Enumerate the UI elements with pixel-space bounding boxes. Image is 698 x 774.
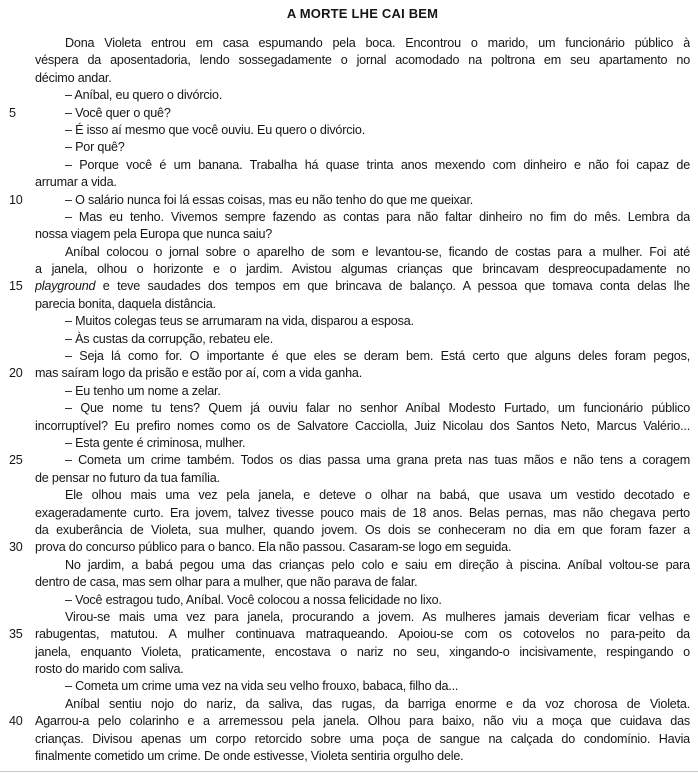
line-text: No jardim, a babá pegou uma das crianças pelo colo e saiu em direção à piscina. Aníbal voltou-se para [65,557,690,572]
line-text: mas saíram logo da prisão e estão por aí, com a vida ganha. [35,366,363,381]
line-text: playground e teve saudades dos tempos em que brincava de balanço. A pessoa que tomava conta delas lhe [35,279,690,294]
text-line [0,696,698,713]
line-text: – Eu tenho um nome a zelar. [65,383,221,398]
line-text: – Cometa um crime também. Todos os dias passa uma grana preta nas tuas mãos e não tens a coragem [65,453,690,468]
text-line [0,139,698,156]
text-line [0,644,698,661]
line-text: – Mas eu tenho. Vivemos sempre fazendo as contas para não faltar dinheiro no fim do mês. Lembra da [65,209,690,224]
line-number [0,400,35,417]
line-text: – Que nome tu tens? Quem já ouviu falar no senhor Aníbal Modesto Furtado, um funcionário público [65,401,690,416]
line-number: 40 [9,714,23,729]
text-body [0,35,698,765]
line-number [0,487,35,504]
line-text: Virou-se mais uma vez para janela, procurando a jovem. As mulheres jamais deveriam ficar velhas e [65,609,690,624]
text-line [0,678,698,695]
line-text: – Por quê? [65,140,125,155]
line-number: 10 [9,192,23,207]
text-line [0,331,698,348]
line-text: janela, enquanto Violeta, praticamente, encostava o nariz no seu, xingando-o incisivamente, respingando o [35,644,690,659]
line-text: parecia bonita, daquela distância. [35,296,216,311]
text-line [0,52,698,69]
line-number [0,522,35,539]
line-text: Aníbal colocou o jornal sobre o aparelho de som e levantou-se, ficando de costas para a mulher. Foi até [65,244,690,259]
line-number [0,609,35,626]
text-line [0,557,698,574]
text-line [0,192,698,209]
line-number [0,331,35,348]
text-line [0,748,698,765]
line-number [0,418,35,435]
line-number [0,261,35,278]
line-number [0,296,35,313]
text-line [0,383,698,400]
line-number [0,470,35,487]
text-line [0,226,698,243]
text-line [0,400,698,417]
line-text: a janela, olhou o horizonte e o jardim. Avistou algumas crianças que brincavam despreocupadamente no [35,262,690,277]
text-line [0,435,698,452]
line-text: dentro de casa, mas sem olhar para a mulher, que não parava de falar. [35,575,418,590]
page-title: A MORTE LHE CAI BEM [286,6,439,21]
line-text: – É isso aí mesmo que você ouviu. Eu quero o divórcio. [65,122,366,137]
line-text: nossa viagem pela Europa que nunca saiu? [35,227,273,242]
text-line [0,609,698,626]
line-number [0,226,35,243]
line-text: – Porque você é um banana. Trabalha há quase trinta anos mexendo com dinheiro e não foi capaz de [65,157,690,172]
line-number [0,244,35,261]
line-text: da exuberância de Violeta, sua mulher, quando jovem. Os dois se conheceram no dia em que foram fazer a [35,522,690,537]
line-text: – Cometa um crime uma vez na vida seu velho frouxo, babaca, filho da... [65,679,459,694]
bottom-divider [0,771,698,772]
line-number [0,661,35,678]
line-number [0,505,35,522]
line-text: Dona Violeta entrou em casa espumando pela boca. Encontrou o marido, um funcionário público à [65,36,690,50]
text-line [0,539,698,556]
line-number: 20 [9,366,23,381]
line-number [0,678,35,695]
text-line [0,70,698,87]
text-line [0,452,698,469]
line-text: incorruptível? Eu prefiro nomes como os de Salvatore Cacciolla, Juiz Nicolau dos Santos Neto, Marcus Valério... [35,418,690,433]
text-line [0,105,698,122]
line-number [0,139,35,156]
text-line [0,713,698,730]
line-number [0,731,35,748]
line-number [0,435,35,452]
line-text: – Às custas da corrupção, rebateu ele. [65,331,274,346]
line-number: 5 [9,105,16,120]
text-line [0,87,698,104]
text-line [0,244,698,261]
line-number [0,35,35,52]
line-text: – Você quer o quê? [65,105,171,120]
line-text: – Aníbal, eu quero o divórcio. [65,88,223,103]
line-number [0,748,35,765]
line-number [0,557,35,574]
line-text: crianças. Divisou apenas um corpo retorcido sobre uma poça de sangue na calçada do condomínio. Havia [35,731,690,746]
line-number [0,174,35,191]
line-text: – O salário nunca foi lá essas coisas, mas eu não tenho do que me queixar. [65,192,474,207]
text-line [0,278,698,295]
line-text: – Você estragou tudo, Aníbal. Você colocou a nossa felicidade no lixo. [65,592,442,607]
line-number [0,348,35,365]
line-text: – Seja lá como for. O importante é que eles se deram bem. Está certo que alguns deles foram pegos, [65,349,690,364]
text-line [0,261,698,278]
line-number [0,122,35,139]
line-text: prova do concurso público para o banco. Ela não passou. Casaram-se logo em seguida. [35,540,512,555]
text-line [0,157,698,174]
text-line [0,418,698,435]
line-number [0,574,35,591]
line-number: 30 [9,540,23,555]
line-number [0,696,35,713]
line-text: décimo andar. [35,70,112,85]
text-line [0,731,698,748]
line-text: Agarrou-a pelo colarinho e a arremessou pela janela. Olhou para baixo, não viu a moça que cuidava das [35,714,690,729]
text-line [0,470,698,487]
line-text: – Muitos colegas teus se arrumaram na vida, disparou a esposa. [65,314,414,329]
line-number [0,157,35,174]
text-line [0,522,698,539]
line-number [0,87,35,104]
line-text: rosto do marido com saliva. [35,662,184,677]
text-line [0,505,698,522]
text-line [0,626,698,643]
text-line [0,487,698,504]
line-text: exageradamente curto. Era jovem, talvez tivesse pouco mais de 18 anos. Belas pernas, mas não chegava perto [35,505,690,520]
line-number [0,70,35,87]
text-line [0,592,698,609]
text-line [0,35,698,52]
line-text: de pensar no futuro da tua família. [35,470,220,485]
line-number [0,209,35,226]
line-number [0,644,35,661]
text-line [0,296,698,313]
text-line [0,365,698,382]
line-text: véspera da aposentadoria, lendo sossegadamente o jornal acomodado na poltrona em seu apartamento no [35,53,690,68]
text-line [0,174,698,191]
text-line [0,122,698,139]
line-number [0,52,35,69]
line-number: 25 [9,453,23,468]
line-number [0,592,35,609]
line-number: 35 [9,627,23,642]
text-line [0,348,698,365]
text-line [0,574,698,591]
line-number [0,383,35,400]
line-text: finalmente cometido um crime. De onde estivesse, Violeta sentiria orgulho dele. [35,749,464,764]
line-text: Aníbal sentiu nojo do nariz, da saliva, das rugas, da barriga enorme e da voz chorosa de Violeta. [65,696,690,711]
line-text: arrumar a vida. [35,175,117,190]
line-number [0,313,35,330]
line-number: 15 [9,279,23,294]
text-line [0,209,698,226]
line-text: Ele olhou mais uma vez pela janela, e deteve o olhar na babá, que usava um vestido decotado e [65,488,690,503]
line-text: rabugentas, matutou. A mulher continuava matraqueando. Apoiou-se com os cotovelos no para-peito da [35,627,690,642]
text-line [0,313,698,330]
line-text: – Esta gente é criminosa, mulher. [65,435,246,450]
text-line [0,661,698,678]
